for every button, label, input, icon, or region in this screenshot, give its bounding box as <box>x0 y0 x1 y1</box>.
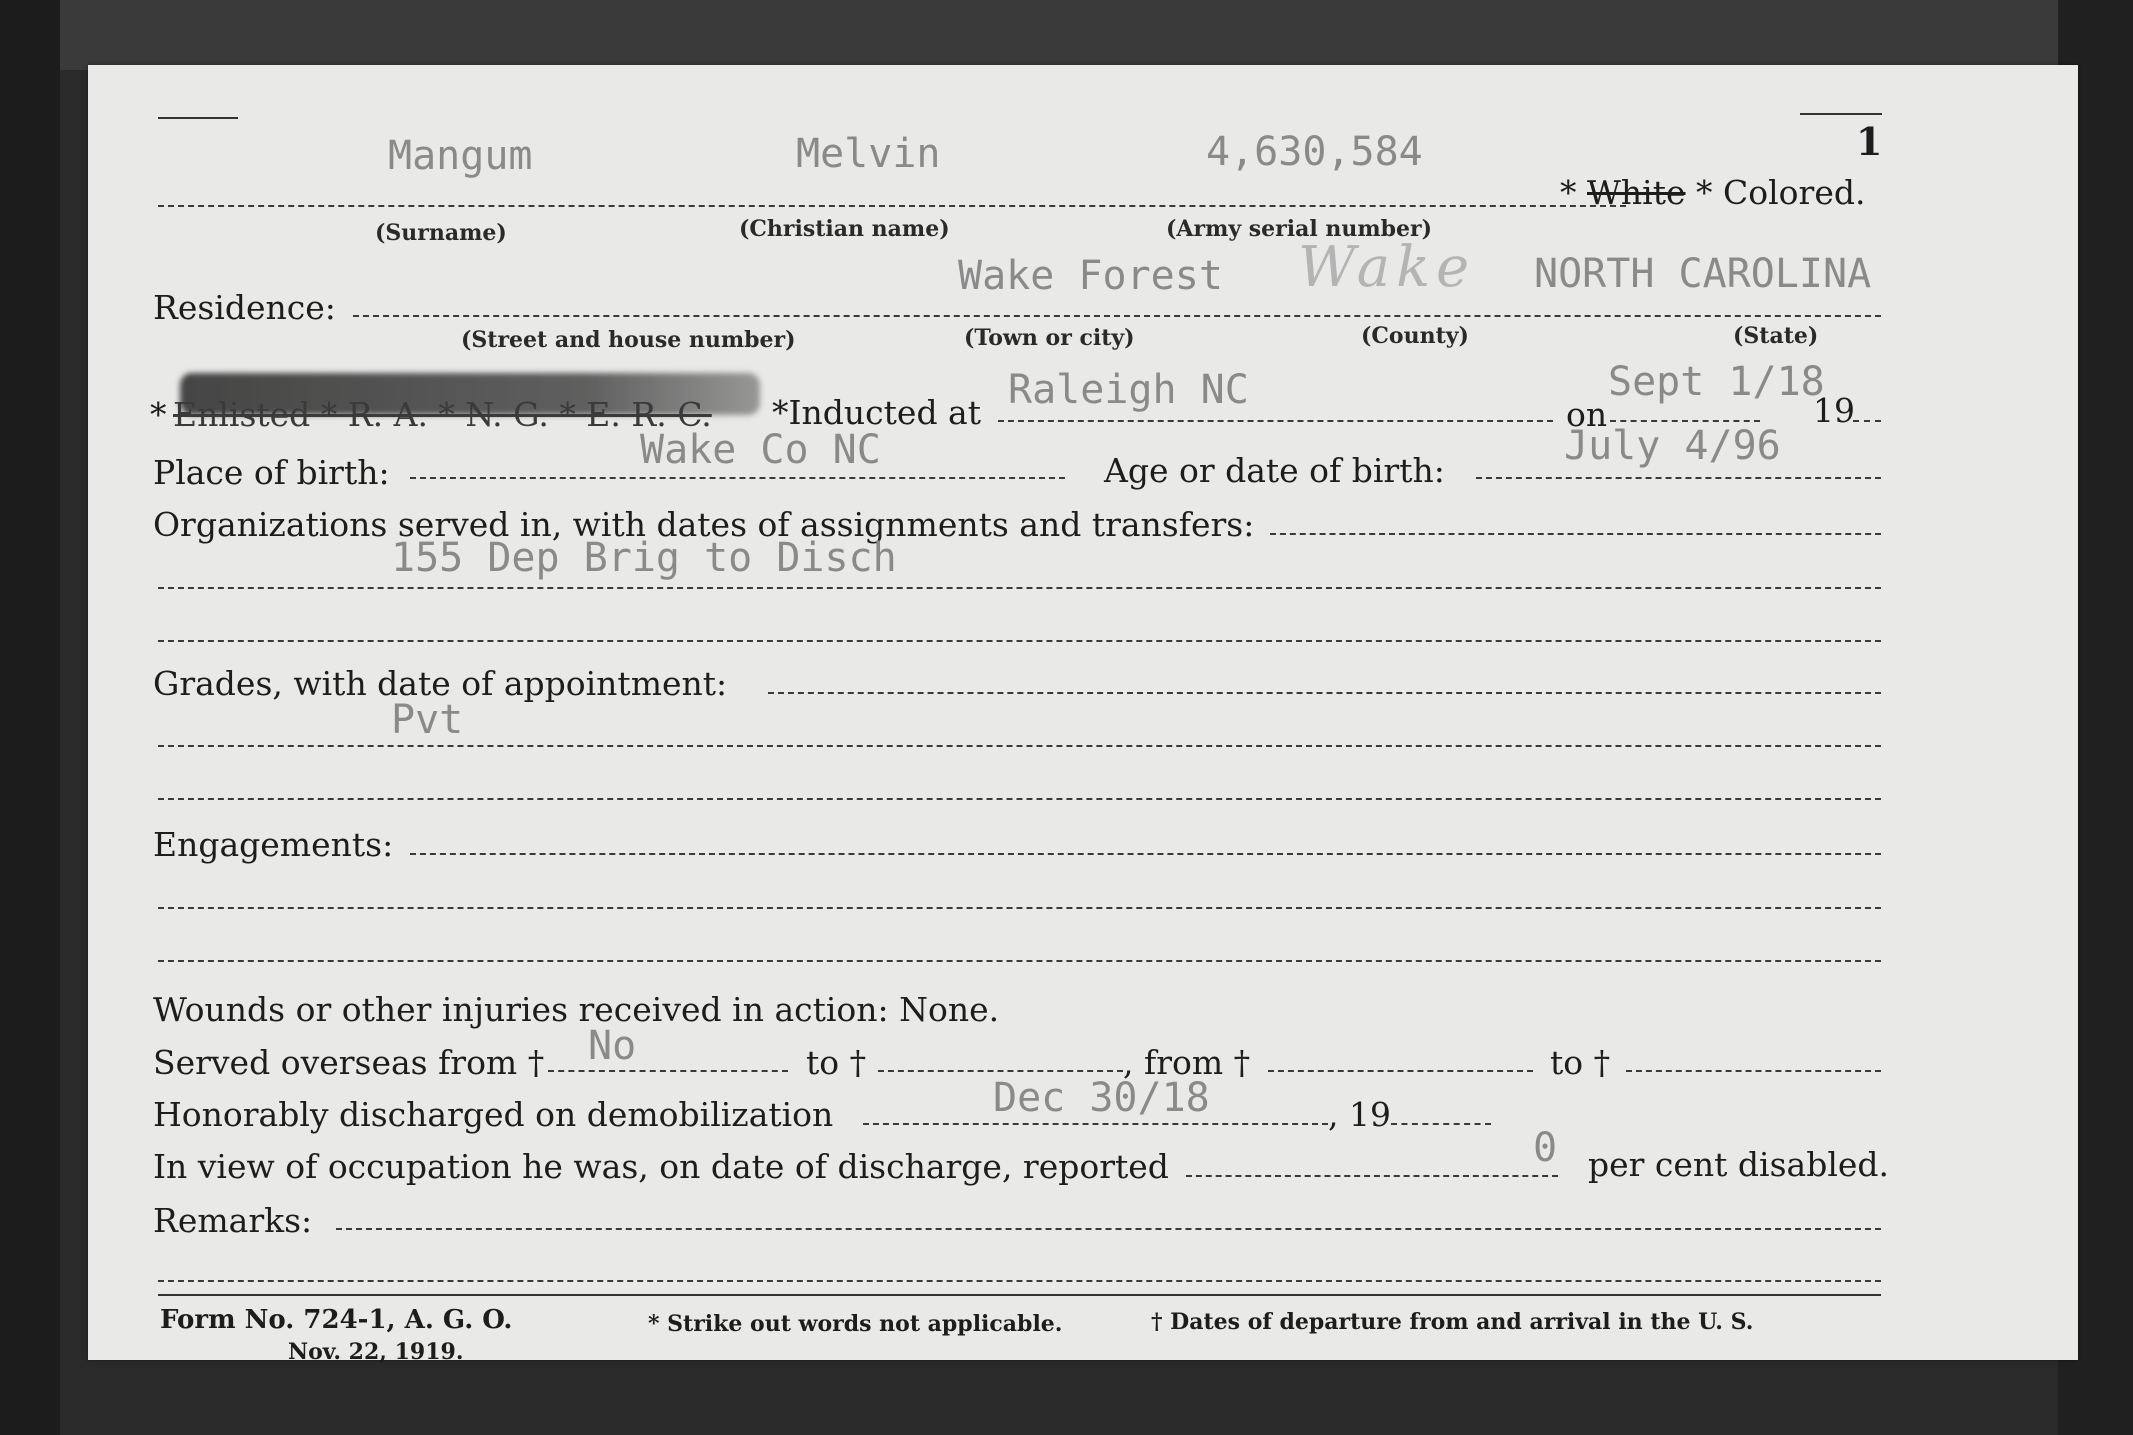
induction-year-line <box>1853 420 1881 422</box>
residence-line <box>353 315 1881 317</box>
caption-county: (County) <box>1361 323 1469 349</box>
induction-date-value: Sept 1/18 <box>1608 359 1825 405</box>
overseas-to2-label: to † <box>1550 1043 1611 1082</box>
note-strike-out: * Strike out words not applicable. <box>648 1311 1063 1337</box>
engagements-line-2 <box>158 907 1881 909</box>
disability-label: In view of occupation he was, on date of discharge, reported <box>153 1147 1169 1186</box>
organizations-line-3 <box>158 640 1881 642</box>
residence-town-value: Wake Forest <box>958 253 1223 299</box>
inducted-place-line <box>998 420 1553 422</box>
overseas-to-line <box>878 1070 1123 1072</box>
remarks-label: Remarks: <box>153 1201 313 1240</box>
age-date-of-birth-label: Age or date of birth: <box>1104 451 1445 490</box>
overseas-to-label: to † <box>806 1043 867 1082</box>
organizations-value: 155 Dep Brig to Disch <box>391 535 897 581</box>
induction-date-line <box>1610 420 1760 422</box>
caption-town: (Town or city) <box>964 325 1135 351</box>
discharge-year-line <box>1391 1123 1491 1125</box>
race-field: * White * Colored. <box>1560 173 1866 212</box>
grades-line-3 <box>158 798 1881 800</box>
caption-street: (Street and house number) <box>461 327 796 353</box>
place-of-birth-value: Wake Co NC <box>640 427 881 473</box>
overseas-from2-label: , from † <box>1123 1043 1251 1082</box>
place-of-birth-line <box>410 477 1065 479</box>
residence-state-value: NORTH CAROLINA <box>1534 251 1872 297</box>
overseas-from-value: No <box>588 1023 637 1069</box>
inducted-place-value: Raleigh NC <box>1008 367 1249 413</box>
grades-line-1 <box>768 692 1881 694</box>
caption-christian-name: (Christian name) <box>739 216 950 242</box>
caption-serial-number: (Army serial number) <box>1166 216 1433 242</box>
serial-number-value: 4,630,584 <box>1206 129 1423 175</box>
enlisted-prefix: * <box>150 395 167 434</box>
disability-suffix: per cent disabled. <box>1588 1145 1890 1184</box>
residence-label: Residence: <box>153 288 336 327</box>
form-date: Nov. 22, 1919. <box>288 1339 464 1365</box>
christian-name-value: Melvin <box>796 131 941 177</box>
note-dates: † Dates of departure from and arrival in the U. S. <box>1151 1309 1754 1335</box>
background-top <box>0 0 2133 70</box>
engagements-label: Engagements: <box>153 825 394 864</box>
wounds-value: None. <box>899 990 1000 1029</box>
overseas-to2-line <box>1626 1070 1881 1072</box>
organizations-line-1 <box>1270 533 1881 535</box>
form-number: Form No. 724-1, A. G. O. <box>160 1305 513 1335</box>
enlisted-options-struck: Enlisted * R. A. * N. G. * E. R. C. <box>173 395 712 434</box>
grades-label: Grades, with date of appointment: <box>153 664 728 703</box>
wounds-label <box>153 990 999 1029</box>
discharge-year-label: , 19 <box>1328 1095 1391 1134</box>
inducted-at-label: *Inducted at <box>772 393 981 432</box>
discharge-date-line <box>863 1123 1328 1125</box>
organizations-label: Organizations served in, with dates of assignments and transfers: <box>153 505 1255 544</box>
grades-line-2 <box>158 745 1881 747</box>
date-of-birth-value: July 4/96 <box>1564 423 1781 469</box>
service-record-card <box>88 65 2078 1365</box>
discharge-label: Honorably discharged on demobilization <box>153 1095 834 1134</box>
name-line <box>158 205 1626 207</box>
top-left-rule <box>158 117 238 119</box>
engagements-line-1 <box>410 853 1881 855</box>
footer-rule <box>158 1294 1881 1296</box>
overseas-from-line <box>548 1070 788 1072</box>
caption-state: (State) <box>1733 323 1819 349</box>
disability-line <box>1186 1175 1558 1177</box>
background-left <box>0 0 60 1435</box>
race-white-struck: White <box>1587 173 1686 212</box>
remarks-line-1 <box>336 1228 1881 1230</box>
top-right-rule <box>1800 113 1882 115</box>
race-colored: Colored. <box>1723 173 1866 212</box>
engagements-line-3 <box>158 960 1881 962</box>
grades-value: Pvt <box>391 697 464 743</box>
card-number: 1 <box>1856 119 1883 164</box>
place-of-birth-label: Place of birth: <box>153 453 390 492</box>
on-label: on <box>1566 395 1608 434</box>
wounds-label-text: Wounds or other injuries received in action: <box>153 990 889 1029</box>
organizations-line-2 <box>158 587 1881 589</box>
date-of-birth-line <box>1476 477 1881 479</box>
overseas-from-label: Served overseas from † <box>153 1043 545 1082</box>
induction-year-label: 19 <box>1813 391 1855 430</box>
remarks-line-2 <box>158 1280 1881 1282</box>
disability-value: 0 <box>1533 1125 1558 1171</box>
surname-value: Mangum <box>388 133 533 179</box>
caption-surname: (Surname) <box>375 220 507 246</box>
overseas-from2-line <box>1268 1070 1533 1072</box>
discharge-date-value: Dec 30/18 <box>993 1075 1210 1121</box>
residence-county-value: Wake <box>1298 235 1476 300</box>
